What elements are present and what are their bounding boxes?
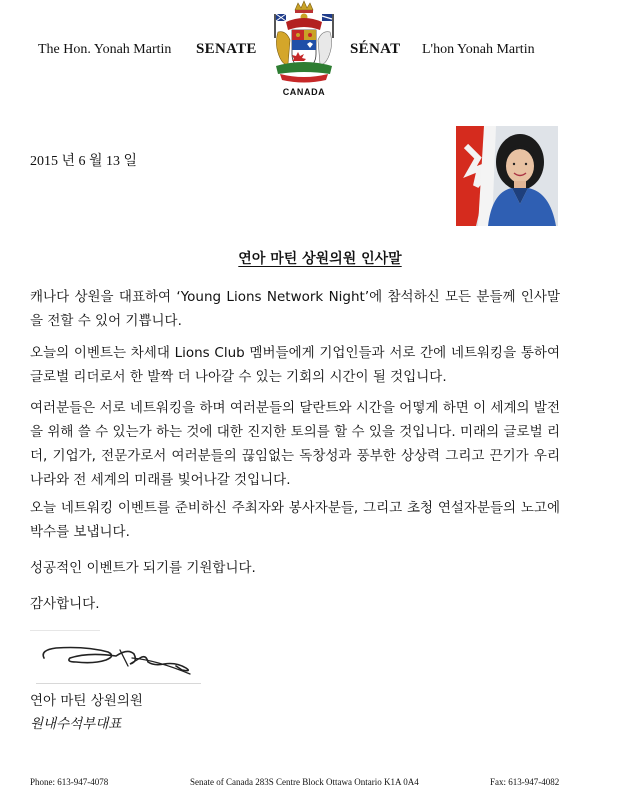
body-paragraph: 오늘 네트워킹 이벤트를 준비하신 주최자와 봉사자분들, 그리고 초청 연설자분들의 노고에 박수를 보냅니다. <box>30 500 560 540</box>
footer-phone: Phone: 613-947-4078 <box>30 777 109 787</box>
senator-name-english: The Hon. Yonah Martin <box>38 42 172 57</box>
signature-divider <box>30 630 100 631</box>
body-paragraph: 오늘의 이벤트는 차세대 Lions Club 멤버들에게 기업인들과 서로 간에 네트워킹을 통하여 글로벌 리더로서 한 발짝 더 나아갈 수 있는 기회의 시간이 될 것입니다. <box>30 345 560 385</box>
senate-label-french: SÉNAT <box>350 41 401 57</box>
footer-address: Senate of Canada 283S Centre Block Ottawa Ontario K1A 0A4 <box>190 777 419 787</box>
closing-thanks: 감사합니다. <box>30 596 100 612</box>
letter-title: 연아 마틴 상원의원 인사말 <box>238 251 402 267</box>
senator-portrait <box>456 126 558 226</box>
footer-fax: Fax: 613-947-4082 <box>490 777 560 787</box>
body-paragraph: 성공적인 이벤트가 되기를 기원합니다. <box>30 560 256 576</box>
signature-image <box>36 636 206 684</box>
letter-date: 2015 년 6 월 13 일 <box>30 154 138 169</box>
signature-line <box>36 683 201 684</box>
senate-label-english: SENATE <box>196 41 257 57</box>
body-paragraph: 여러분들은 서로 네트워킹을 하며 여러분들의 달란트와 시간을 어떻게 하면 이 세계의 발전을 위해 쓸 수 있는가 하는 것에 대한 진지한 토의를 할 수 있을 것입니다. 미래의 글로벌 리더, 기업가, 전문가로서 여러분들의 끊임없는 독창성과 풍부한 상상력 그리고 끈기가 우리나라와 전 세계의 미래를 빛어나갈 것입니다. <box>30 400 560 488</box>
signer-title: 원내수석부대표 <box>30 716 122 732</box>
coat-of-arms-icon <box>268 0 340 88</box>
body-paragraph: 캐나다 상원을 대표하여 ‘Young Lions Network Night’에 참석하신 모든 분들께 인사말을 전할 수 있어 기쁩니다. <box>30 289 560 329</box>
signer-name: 연아 마틴 상원의원 <box>30 693 143 709</box>
crest-caption: CANADA <box>282 87 326 97</box>
senator-name-french: L'hon Yonah Martin <box>422 42 535 57</box>
